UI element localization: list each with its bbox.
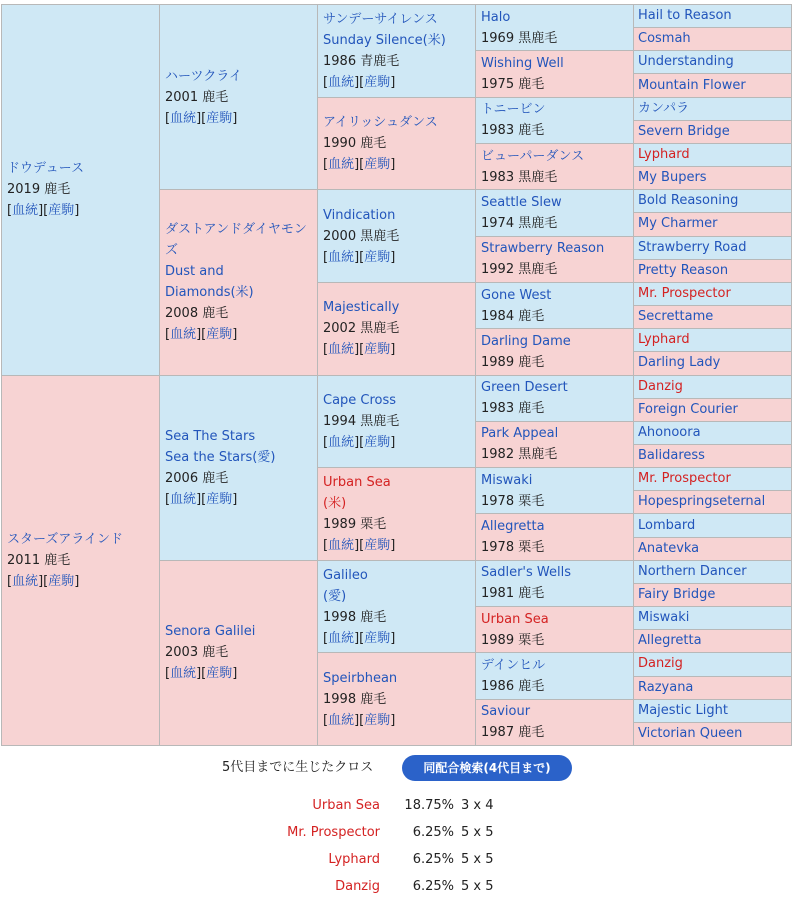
offspring-link[interactable]: 産駒 [364,537,391,553]
gen5-ancestor-cell [634,74,792,97]
horse-name-link[interactable]: Lyphard [638,332,690,348]
horse-name-link[interactable]: Understanding [638,54,734,70]
horse-year-color: 2000 黒鹿毛 [323,228,400,244]
horse-name-link[interactable]: Balidaress [638,448,705,464]
gen1-ancestor-cell [2,5,160,376]
pedigree-row [2,375,792,398]
gen5-ancestor-cell [634,537,792,560]
gen2-ancestor-cell [160,560,318,745]
gen5-ancestor-cell [634,306,792,329]
horse-name-link[interactable]: Mountain Flower [638,77,746,93]
pedigree-row [2,5,792,28]
gen2-ancestor-cell [160,375,318,560]
horse-name-link[interactable]: Hopespringseternal [638,494,766,510]
horse-year-color: 1983 鹿毛 [481,123,545,139]
gen4-ancestor-cell [476,329,634,375]
horse-name-link[interactable]: Senora Galilei [165,624,256,640]
gen5-ancestor-cell [634,190,792,213]
horse-year-color: 2002 黒鹿毛 [323,321,400,337]
gen5-ancestor-cell [634,120,792,143]
horse-name-link[interactable]: Mr. Prospector [638,471,731,487]
horse-year-color: 1989 栗毛 [481,632,545,648]
gen3-ancestor-cell [318,560,476,653]
gen5-ancestor-cell [634,398,792,421]
horse-name-link[interactable]: Cosmah [638,31,691,47]
horse-year-color: 1974 黒鹿毛 [481,215,558,231]
horse-year-color: 1987 鹿毛 [481,725,545,741]
cross-generations: 5 x 5 [461,879,494,894]
horse-year-color: 1992 黒鹿毛 [481,262,558,278]
horse-name-link[interactable]: Saviour [481,704,531,720]
cross-percent: 18.75% [404,798,454,813]
cross-percent: 6.25% [412,879,454,894]
horse-links: [血統][産駒] [165,491,238,507]
horse-year-color: 1998 鹿毛 [323,609,387,625]
gen4-ancestor-cell [476,143,634,189]
gen4-ancestor-cell [476,236,634,282]
horse-name-link[interactable]: Ahonoora [638,424,701,440]
gen5-ancestor-cell [634,630,792,653]
gen5-ancestor-cell [634,352,792,375]
horse-links: [血統][産駒] [323,537,396,553]
pedigree-link[interactable]: 血統 [328,74,355,90]
gen4-ancestor-cell [476,282,634,328]
cross-section-title: 5代目までに生じたクロス [222,760,374,775]
horse-name-link[interactable]: トニービン [481,102,546,118]
gen5-ancestor-cell [634,167,792,190]
horse-year-color: 1983 黒鹿毛 [481,169,558,185]
gen5-ancestor-cell [634,236,792,259]
horse-name-link[interactable]: Urban Sea [323,474,391,490]
gen5-ancestor-cell [634,97,792,120]
cross-horse-name[interactable]: Lyphard [328,852,380,867]
gen4-ancestor-cell [476,375,634,421]
horse-name-link[interactable]: Strawberry Reason [481,241,605,257]
horse-name-link[interactable]: Urban Sea [481,611,549,627]
gen5-ancestor-cell [634,468,792,491]
pedigree-link[interactable]: 血統 [328,434,355,450]
horse-links: [血統][産駒] [323,74,396,90]
cross-item [0,879,793,899]
horse-name-link[interactable]: My Bupers [638,170,707,186]
horse-year-color: 1989 鹿毛 [481,354,545,370]
cross-item [0,825,793,845]
horse-name-alt-link[interactable]: (米) [323,495,347,511]
horse-name-link[interactable]: Majestic Light [638,702,728,718]
horse-links: [血統][産駒] [7,573,80,589]
gen5-ancestor-cell [634,51,792,74]
gen4-ancestor-cell [476,468,634,514]
gen4-ancestor-cell [476,51,634,97]
offspring-link[interactable]: 産駒 [48,573,75,589]
horse-name-link[interactable]: Foreign Courier [638,401,738,417]
gen5-ancestor-cell [634,607,792,630]
horse-links: [血統][産駒] [7,203,80,219]
horse-name-link[interactable]: Sadler's Wells [481,565,571,581]
horse-name-link[interactable]: Park Appeal [481,426,559,442]
gen5-ancestor-cell [634,699,792,722]
cross-generations: 5 x 5 [461,825,494,840]
horse-name-link[interactable]: Sea The Stars [165,428,256,444]
horse-name-link[interactable]: Northern Dancer [638,563,747,579]
horse-name-link[interactable]: Miswaki [481,472,533,488]
horse-name-link[interactable]: Anatevka [638,540,700,556]
horse-name-link[interactable]: Bold Reasoning [638,193,739,209]
horse-year-color: 1998 鹿毛 [323,691,387,707]
pedigree-link[interactable]: 血統 [170,327,197,343]
horse-name-link[interactable]: Green Desert [481,380,568,396]
horse-name-link[interactable]: Seattle Slew [481,194,562,210]
pedigree-link[interactable]: 血統 [328,249,355,265]
offspring-link[interactable]: 産駒 [364,74,391,90]
cross-percent: 6.25% [412,852,454,867]
horse-name-link[interactable]: Mr. Prospector [638,285,731,301]
gen4-ancestor-cell [476,5,634,51]
horse-links: [血統][産駒] [323,434,396,450]
cross-horse-name[interactable]: Danzig [335,879,380,894]
horse-year-color: 1981 鹿毛 [481,586,545,602]
gen3-ancestor-cell [318,97,476,190]
horse-name-link[interactable]: Galileo [323,567,368,583]
horse-name-link[interactable]: My Charmer [638,216,718,232]
offspring-link[interactable]: 産駒 [364,712,391,728]
pedigree-link[interactable]: 血統 [328,537,355,553]
horse-name-link[interactable]: Cape Cross [323,392,397,408]
offspring-link[interactable]: 産駒 [206,110,233,126]
gen3-ancestor-cell [318,5,476,98]
pedigree-link[interactable]: 血統 [170,491,197,507]
horse-year-color: 2003 鹿毛 [165,645,229,661]
gen5-ancestor-cell [634,143,792,166]
horse-year-color: 1969 黒鹿毛 [481,30,558,46]
gen5-ancestor-cell [634,583,792,606]
horse-year-color: 1978 栗毛 [481,540,545,556]
horse-name-link[interactable]: サンデーサイレンス [323,11,438,27]
cross-item [0,798,793,818]
cross-generations: 5 x 5 [461,852,494,867]
gen5-ancestor-cell [634,676,792,699]
horse-links: [血統][産駒] [165,327,238,343]
horse-links: [血統][産駒] [323,156,396,172]
pedigree-link[interactable]: 血統 [328,712,355,728]
pedigree-link[interactable]: 血統 [328,630,355,646]
horse-year-color: 1989 栗毛 [323,516,387,532]
offspring-link[interactable]: 産駒 [206,666,233,682]
horse-name-link[interactable]: Severn Bridge [638,123,730,139]
horse-name-link[interactable]: ビューパーダンス [481,148,585,164]
gen3-ancestor-cell [318,468,476,561]
gen5-ancestor-cell [634,514,792,537]
offspring-link[interactable]: 産駒 [206,491,233,507]
horse-name-link[interactable]: Fairy Bridge [638,586,716,602]
horse-name-alt-link[interactable]: (愛) [323,588,347,604]
offspring-link[interactable]: 産駒 [364,249,391,265]
gen5-ancestor-cell [634,213,792,236]
gen5-ancestor-cell [634,444,792,467]
horse-name-link[interactable]: Wishing Well [481,55,564,71]
cross-generations: 3 x 4 [461,798,494,813]
gen5-ancestor-cell [634,653,792,676]
horse-year-color: 1983 鹿毛 [481,401,545,417]
pedigree-link[interactable]: 血統 [328,342,355,358]
horse-name-link[interactable]: Secrettame [638,309,714,325]
pedigree-link[interactable]: 血統 [170,110,197,126]
offspring-link[interactable]: 産駒 [364,156,391,172]
horse-links: [血統][産駒] [323,249,396,265]
horse-name-link[interactable]: Allegretta [481,519,545,535]
pedigree-link[interactable]: 血統 [170,666,197,682]
horse-year-color: 1982 黒鹿毛 [481,447,558,463]
horse-name-link[interactable]: Hail to Reason [638,8,732,24]
offspring-link[interactable]: 産駒 [364,342,391,358]
horse-name-link[interactable]: Danzig [638,378,683,394]
offspring-link[interactable]: 産駒 [48,203,75,219]
gen3-ancestor-cell [318,282,476,375]
pedigree-link[interactable]: 血統 [12,573,39,589]
gen4-ancestor-cell [476,514,634,560]
gen4-ancestor-cell [476,607,634,653]
horse-name-link[interactable]: Speirbhean [323,670,398,686]
horse-name-link[interactable]: アイリッシュダンス [323,114,438,130]
horse-name-link[interactable]: Victorian Queen [638,725,743,741]
horse-name-link[interactable]: カンパラ [638,100,690,116]
gen5-ancestor-cell [634,375,792,398]
horse-year-color: 2019 鹿毛 [7,182,71,198]
horse-name-link[interactable]: ドウデュース [7,161,84,177]
gen4-ancestor-cell [476,421,634,467]
horse-name-link[interactable]: Allegretta [638,633,702,649]
gen3-ancestor-cell [318,375,476,468]
gen4-ancestor-cell [476,190,634,236]
horse-links: [血統][産駒] [165,110,238,126]
horse-year-color: 1975 鹿毛 [481,76,545,92]
horse-name-link[interactable]: Lombard [638,517,696,533]
horse-name-link[interactable]: ダストアンドダイヤモンズ [165,222,307,259]
gen1-ancestor-cell [2,375,160,746]
horse-name-link[interactable]: Vindication [323,207,396,223]
offspring-link[interactable]: 産駒 [364,630,391,646]
horse-year-color: 2008 鹿毛 [165,306,229,322]
horse-name-link[interactable]: Danzig [638,656,683,672]
gen5-ancestor-cell [634,421,792,444]
gen5-ancestor-cell [634,259,792,282]
horse-links: [血統][産駒] [165,666,238,682]
horse-year-color: 2006 鹿毛 [165,470,229,486]
horse-name-link[interactable]: Halo [481,9,511,25]
horse-year-color: 2011 鹿毛 [7,552,71,568]
horse-name-link[interactable]: Darling Dame [481,333,571,349]
offspring-link[interactable]: 産駒 [364,434,391,450]
pedigree-table [1,4,792,746]
horse-year-color: 1994 黒鹿毛 [323,413,400,429]
gen2-ancestor-cell [160,190,318,375]
horse-year-color: 1984 鹿毛 [481,308,545,324]
offspring-link[interactable]: 産駒 [206,327,233,343]
cross-horse-name[interactable]: Mr. Prospector [287,825,380,840]
gen4-ancestor-cell [476,560,634,606]
horse-links: [血統][産駒] [323,342,396,358]
horse-name-link[interactable]: スターズアラインド [7,531,123,547]
horse-year-color: 1986 鹿毛 [481,679,545,695]
horse-links: [血統][産駒] [323,630,396,646]
gen3-ancestor-cell [318,653,476,746]
same-mating-search-button[interactable]: 同配合検索(4代目まで) [402,755,572,781]
horse-name-link[interactable]: Pretty Reason [638,262,729,278]
horse-year-color: 1990 鹿毛 [323,135,387,151]
horse-name-alt-link[interactable]: Sunday Silence(米) [323,32,446,48]
cross-item [0,852,793,872]
horse-name-link[interactable]: Majestically [323,300,400,316]
gen3-ancestor-cell [318,190,476,283]
horse-name-link[interactable]: Razyana [638,679,694,695]
horse-name-alt-link[interactable]: Sea the Stars(愛) [165,449,276,465]
gen4-ancestor-cell [476,653,634,699]
gen5-ancestor-cell [634,329,792,352]
gen5-ancestor-cell [634,491,792,514]
cross-horse-name[interactable]: Urban Sea [312,798,380,813]
horse-year-color: 1986 青鹿毛 [323,53,400,69]
horse-name-link[interactable]: Darling Lady [638,355,721,371]
pedigree-link[interactable]: 血統 [328,156,355,172]
horse-links: [血統][産駒] [323,712,396,728]
pedigree-link[interactable]: 血統 [12,203,39,219]
horse-name-alt-link[interactable]: Dust and Diamonds(米) [165,264,254,301]
gen5-ancestor-cell [634,5,792,28]
gen4-ancestor-cell [476,97,634,143]
horse-name-link[interactable]: Miswaki [638,610,690,626]
gen4-ancestor-cell [476,699,634,745]
gen5-ancestor-cell [634,28,792,51]
horse-name-link[interactable]: Strawberry Road [638,239,747,255]
cross-percent: 6.25% [412,825,454,840]
gen2-ancestor-cell [160,5,318,190]
horse-name-link[interactable]: ハーツクライ [165,68,242,84]
horse-year-color: 2001 鹿毛 [165,89,229,105]
gen5-ancestor-cell [634,282,792,305]
gen5-ancestor-cell [634,560,792,583]
horse-name-link[interactable]: Gone West [481,287,552,303]
gen5-ancestor-cell [634,722,792,745]
horse-name-link[interactable]: デインヒル [481,658,546,674]
horse-year-color: 1978 栗毛 [481,493,545,509]
horse-name-link[interactable]: Lyphard [638,147,690,163]
